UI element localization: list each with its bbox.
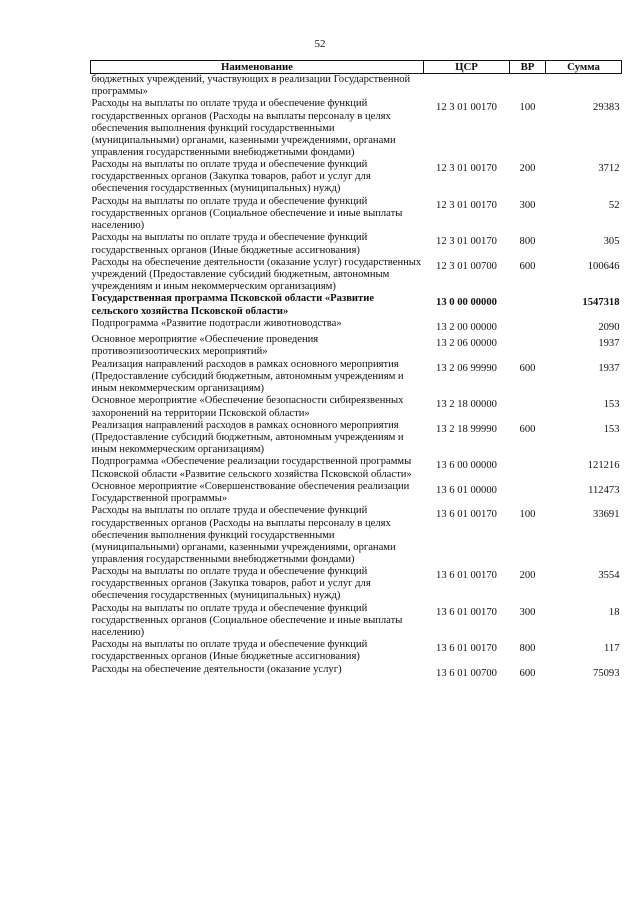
row-vr: 600 [519,260,536,272]
row-vr: 200 [519,570,536,582]
header-name: Наименование [91,61,424,74]
table-row [91,566,622,603]
row-vr: 300 [519,606,536,618]
row-vr: 200 [519,163,536,175]
row-sum: 305 [603,236,620,248]
row-csr: 12 3 01 00170 [436,199,497,211]
table-row [91,481,622,505]
row-name: бюджетных учреждений, участвующих в реализации Государственной программы» [91,74,411,98]
row-sum: 121216 [587,460,620,472]
row-sum: 1937 [598,362,620,374]
row-csr: 12 3 01 00170 [436,102,497,114]
row-name: Расходы на обеспечение деятельности (оказание услуг) [91,663,342,675]
row-csr: 13 6 01 00170 [436,509,497,521]
row-name: Основное мероприятие «Обеспечение проведения противоэпизоотических мероприятий» [91,334,319,358]
row-sum: 29383 [593,102,620,114]
row-name: Расходы на выплаты по оплате труда и обеспечение функций государственных органов (Социальное обеспечение и иные выплаты населению) [91,195,403,232]
row-vr: 600 [519,362,536,374]
table-row [91,664,622,680]
row-sum: 1547318 [582,297,620,309]
row-sum: 75093 [593,667,620,679]
budget-table [90,60,622,680]
row-name: Подпрограмма «Обеспечение реализации государственной программы Псковской области «Развитие сельского хозяйства Псковской области» [91,456,412,480]
row-csr: 13 6 00 00000 [436,460,497,472]
row-name: Основное мероприятие «Совершенствование обеспечения реализации Государственной программы» [91,480,410,505]
row-vr [510,318,546,334]
row-name: Государственная программа Псковской области «Развитие сельского хозяйства Псковской области» [91,293,375,317]
table-row [91,293,622,317]
table-row [91,74,622,99]
row-vr [510,481,546,505]
row-csr: 13 2 18 99990 [436,423,497,435]
row-csr: 13 6 01 00170 [436,570,497,582]
row-vr [510,334,546,358]
table-row [91,359,622,396]
table-row [91,639,622,663]
row-sum: 112473 [588,484,620,496]
table-row [91,257,622,294]
row-csr: 13 2 18 00000 [436,399,497,411]
row-vr: 300 [519,199,536,211]
row-vr: 100 [519,102,536,114]
row-name: Расходы на обеспечение деятельности (оказание услуг) государственных учреждений (Предоставление субсидий бюджетным, автономным учреждениям и иным некоммерческим организациям) [91,256,422,293]
row-vr: 600 [519,423,536,435]
row-csr: 12 3 01 00170 [436,163,497,175]
row-name: Реализация направлений расходов в рамках основного мероприятия (Предоставление субсидий бюджетным, автономным учреждениям и иным некоммерческим организациям) [91,358,404,395]
row-name: Подпрограмма «Развитие подотрасли животноводства» [91,317,342,329]
row-sum: 153 [603,399,620,411]
row-csr: 13 6 01 00170 [436,606,497,618]
row-name: Расходы на выплаты по оплате труда и обеспечение функций государственных органов (Социальное обеспечение и иные выплаты населению) [91,602,403,638]
row-sum: 33691 [593,509,620,521]
row-sum: 1937 [598,338,620,350]
table-row [91,98,622,159]
row-name: Расходы на выплаты по оплате труда и обеспечение функций государственных органов (Иные бюджетные ассигнования) [91,232,368,256]
row-sum: 52 [608,199,620,211]
row-name: Расходы на выплаты по оплате труда и обеспечение функций государственных органов (Закупка товаров, работ и услуг для обеспечения государственных (муниципальных) нужд) [91,159,371,195]
row-sum [546,74,622,99]
table-row [91,159,622,196]
table-body [91,74,622,681]
row-csr: 13 6 01 00700 [436,667,497,679]
row-name: Основное мероприятие «Обеспечение безопасности сибиреязвенных захоронений на территории Псковской области» [91,395,404,419]
row-csr: 13 2 00 00000 [436,321,497,333]
row-vr [510,395,546,419]
row-name: Расходы на выплаты по оплате труда и обеспечение функций государственных органов (Закупка товаров, работ и услуг для обеспечения государственных (муниципальных) нужд) [91,566,371,602]
table-row [91,603,622,640]
row-name: Расходы на выплаты по оплате труда и обеспечение функций государственных органов (Расходы на выплаты персоналу в целях обеспечения выполнения функций государственными (муниципальными) органами, казенными учреждениями, органами управления государственными внебюджетными фондами) [91,505,396,565]
table-row [91,196,622,233]
header-csr: ЦСР [424,61,510,74]
table-row [91,420,622,457]
table-row [91,395,622,419]
header-vr: ВР [510,61,546,74]
row-vr [510,456,546,480]
table-row [91,318,622,334]
row-name: Расходы на выплаты по оплате труда и обеспечение функций государственных органов (Иные бюджетные ассигнования) [91,639,368,663]
row-sum: 100646 [587,260,620,272]
row-csr: 12 3 01 00700 [436,260,497,272]
table-row [91,334,622,358]
row-sum: 153 [603,423,620,435]
budget-table-container [90,60,621,680]
row-csr: 12 3 01 00170 [436,236,497,248]
row-name: Реализация направлений расходов в рамках основного мероприятия (Предоставление субсидий бюджетным, автономным учреждениям и иным некоммерческим организациям) [91,419,404,456]
row-vr: 800 [519,643,536,655]
table-row [91,232,622,256]
row-csr: 13 6 01 00000 [436,484,497,496]
row-sum: 3712 [598,163,620,175]
table-row [91,505,622,566]
row-vr: 800 [519,236,536,248]
row-vr [510,293,546,317]
row-name: Расходы на выплаты по оплате труда и обеспечение функций государственных органов (Расходы на выплаты персоналу в целях обеспечения выполнения функций государственными (муниципальными) органами, казенными учреждениями, органами управления государственными внебюджетными фондами) [91,98,396,158]
row-vr [510,74,546,99]
row-csr [424,74,510,99]
table-header-row [91,61,622,74]
page-number: 52 [314,38,326,50]
row-sum: 2090 [598,321,620,333]
row-csr: 13 2 06 99990 [436,362,497,374]
row-sum: 117 [604,643,620,655]
row-csr: 13 6 01 00170 [436,643,497,655]
row-csr: 13 0 00 00000 [436,297,497,309]
row-vr: 100 [519,509,536,521]
header-sum: Сумма [546,61,622,74]
row-vr: 600 [519,667,536,679]
row-sum: 18 [608,606,620,618]
row-sum: 3554 [598,570,620,582]
table-row [91,456,622,480]
row-csr: 13 2 06 00000 [436,338,497,350]
